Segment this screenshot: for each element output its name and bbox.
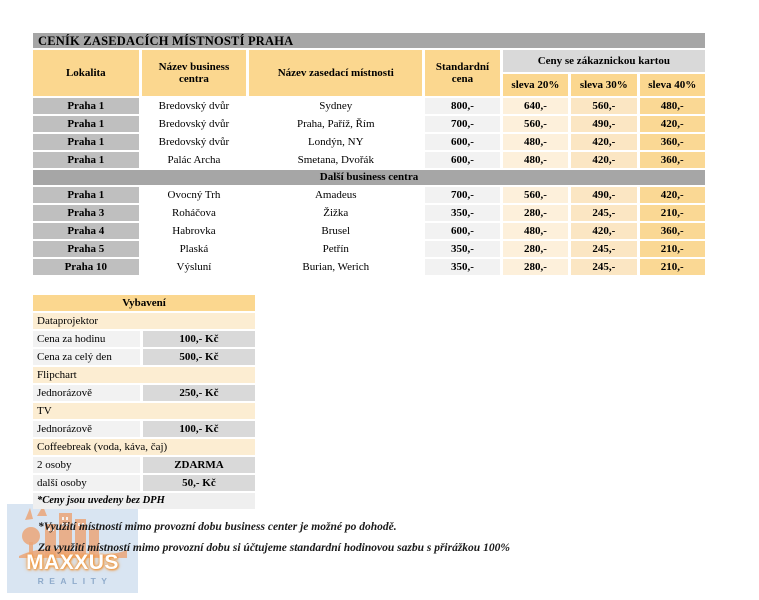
price-row	[33, 241, 705, 257]
equipment-header-row	[33, 295, 255, 311]
equipment-label: Jednorázově	[33, 421, 140, 437]
price-row	[33, 205, 705, 221]
cell-discount-20: 280,-	[503, 259, 568, 275]
equipment-category-row	[33, 439, 255, 455]
cell-discount-30: 245,-	[571, 205, 636, 221]
cell-discount-40: 420,-	[640, 116, 706, 132]
cell-lokalita: Praha 1	[33, 187, 139, 203]
equipment-value: 100,- Kč	[143, 421, 255, 437]
equipment-category-row	[33, 403, 255, 419]
cell-discount-20: 480,-	[503, 223, 568, 239]
cell-discount-20: 560,-	[503, 187, 568, 203]
cell-centre: Habrovka	[142, 223, 247, 239]
price-row	[33, 223, 705, 239]
price-row	[33, 116, 705, 132]
cell-standard-price: 600,-	[425, 223, 499, 239]
cell-centre: Bredovský dvůr	[142, 98, 247, 114]
col-header-discount-40: sleva 40%	[640, 74, 706, 96]
cell-centre: Plaská	[142, 241, 247, 257]
equipment-label: Cena za hodinu	[33, 331, 140, 347]
equipment-price-row	[33, 421, 255, 437]
cell-discount-20: 560,-	[503, 116, 568, 132]
col-header-centre: Název business centra	[142, 50, 247, 96]
cell-lokalita: Praha 3	[33, 205, 139, 221]
cell-centre: Roháčova	[142, 205, 247, 221]
section-divider: Další business centra	[33, 170, 705, 185]
cell-room: Amadeus	[249, 187, 422, 203]
cell-room: Sydney	[249, 98, 422, 114]
cell-standard-price: 700,-	[425, 187, 499, 203]
equipment-footnote-row	[33, 493, 255, 509]
category-label: Dataprojektor	[33, 313, 255, 329]
cell-lokalita: Praha 1	[33, 134, 139, 150]
col-header-lokalita: Lokalita	[33, 50, 139, 96]
equipment-price-row	[33, 457, 255, 473]
equipment-price-row	[33, 385, 255, 401]
equipment-title: Vybavení	[33, 295, 255, 311]
price-row	[33, 134, 705, 150]
cell-room: Smetana, Dvořák	[249, 152, 422, 168]
cell-centre: Ovocný Trh	[142, 187, 247, 203]
title-row	[33, 33, 705, 48]
cell-discount-20: 480,-	[503, 152, 568, 168]
equipment-price-row	[33, 475, 255, 491]
cell-standard-price: 700,-	[425, 116, 499, 132]
price-row	[33, 259, 705, 275]
cell-lokalita: Praha 1	[33, 98, 139, 114]
cell-discount-20: 640,-	[503, 98, 568, 114]
pricing-table	[30, 31, 708, 277]
cell-room: Brusel	[249, 223, 422, 239]
cell-lokalita: Praha 1	[33, 116, 139, 132]
cell-standard-price: 800,-	[425, 98, 499, 114]
price-row	[33, 98, 705, 114]
section-divider-row	[33, 170, 705, 185]
equipment-label: Cena za celý den	[33, 349, 140, 365]
cell-discount-30: 560,-	[571, 98, 636, 114]
cell-discount-20: 480,-	[503, 134, 568, 150]
equipment-value: 50,- Kč	[143, 475, 255, 491]
cell-room: Londýn, NY	[249, 134, 422, 150]
cell-lokalita: Praha 1	[33, 152, 139, 168]
cell-room: Petřín	[249, 241, 422, 257]
cell-discount-30: 490,-	[571, 116, 636, 132]
equipment-label: 2 osoby	[33, 457, 140, 473]
cell-standard-price: 600,-	[425, 152, 499, 168]
cell-standard-price: 350,-	[425, 259, 499, 275]
equipment-category-row	[33, 367, 255, 383]
col-header-standard-price: Standardní cena	[425, 50, 499, 96]
cell-lokalita: Praha 4	[33, 223, 139, 239]
cell-standard-price: 600,-	[425, 134, 499, 150]
cell-centre: Výsluní	[142, 259, 247, 275]
cell-discount-40: 420,-	[640, 187, 706, 203]
cell-discount-40: 210,-	[640, 205, 706, 221]
vat-footnote: *Ceny jsou uvedeny bez DPH	[33, 493, 255, 509]
cell-room: Žižka	[249, 205, 422, 221]
cell-discount-40: 480,-	[640, 98, 706, 114]
equipment-value: ZDARMA	[143, 457, 255, 473]
cell-lokalita: Praha 5	[33, 241, 139, 257]
cell-centre: Bredovský dvůr	[142, 134, 247, 150]
footnote-line-2: Za využití místností mimo provozní dobu si účtujeme standardní hodinovou sazbu s přirážkou 100%	[38, 542, 510, 554]
price-row	[33, 187, 705, 203]
cell-centre: Palác Archa	[142, 152, 247, 168]
cell-room: Burian, Werich	[249, 259, 422, 275]
col-header-card-prices: Ceny se zákaznickou kartou	[503, 50, 705, 72]
price-row	[33, 152, 705, 168]
equipment-label: Jednorázově	[33, 385, 140, 401]
brand-name: MAXXUS	[26, 551, 119, 574]
cell-discount-40: 360,-	[640, 134, 706, 150]
category-label: TV	[33, 403, 255, 419]
col-header-discount-30: sleva 30%	[571, 74, 636, 96]
equipment-table	[30, 293, 258, 511]
cell-standard-price: 350,-	[425, 241, 499, 257]
page-title: CENÍK ZASEDACÍCH MÍSTNOSTÍ PRAHA	[33, 33, 705, 48]
cell-discount-40: 360,-	[640, 152, 706, 168]
equipment-value: 250,- Kč	[143, 385, 255, 401]
equipment-label: další osoby	[33, 475, 140, 491]
equipment-value: 100,- Kč	[143, 331, 255, 347]
header-row-1	[33, 50, 705, 72]
cell-room: Praha, Paříž, Řím	[249, 116, 422, 132]
cell-discount-30: 245,-	[571, 241, 636, 257]
cell-discount-30: 490,-	[571, 187, 636, 203]
cell-discount-30: 420,-	[571, 223, 636, 239]
cell-centre: Bredovský dvůr	[142, 116, 247, 132]
cell-discount-20: 280,-	[503, 241, 568, 257]
category-label: Coffeebreak (voda, káva, čaj)	[33, 439, 255, 455]
brand-tagline: REALITY	[37, 576, 113, 586]
cell-lokalita: Praha 10	[33, 259, 139, 275]
cell-discount-40: 210,-	[640, 259, 706, 275]
cell-standard-price: 350,-	[425, 205, 499, 221]
equipment-category-row	[33, 313, 255, 329]
col-header-room: Název zasedací místnosti	[249, 50, 422, 96]
col-header-discount-20: sleva 20%	[503, 74, 568, 96]
cell-discount-40: 360,-	[640, 223, 706, 239]
equipment-value: 500,- Kč	[143, 349, 255, 365]
equipment-price-row	[33, 331, 255, 347]
category-label: Flipchart	[33, 367, 255, 383]
cell-discount-40: 210,-	[640, 241, 706, 257]
cell-discount-30: 245,-	[571, 259, 636, 275]
footnote-line-1: *Využití místností mimo provozní dobu business center je možné po dohodě.	[38, 521, 397, 533]
equipment-price-row	[33, 349, 255, 365]
cell-discount-30: 420,-	[571, 134, 636, 150]
cell-discount-30: 420,-	[571, 152, 636, 168]
cell-discount-20: 280,-	[503, 205, 568, 221]
footnotes	[38, 517, 510, 559]
